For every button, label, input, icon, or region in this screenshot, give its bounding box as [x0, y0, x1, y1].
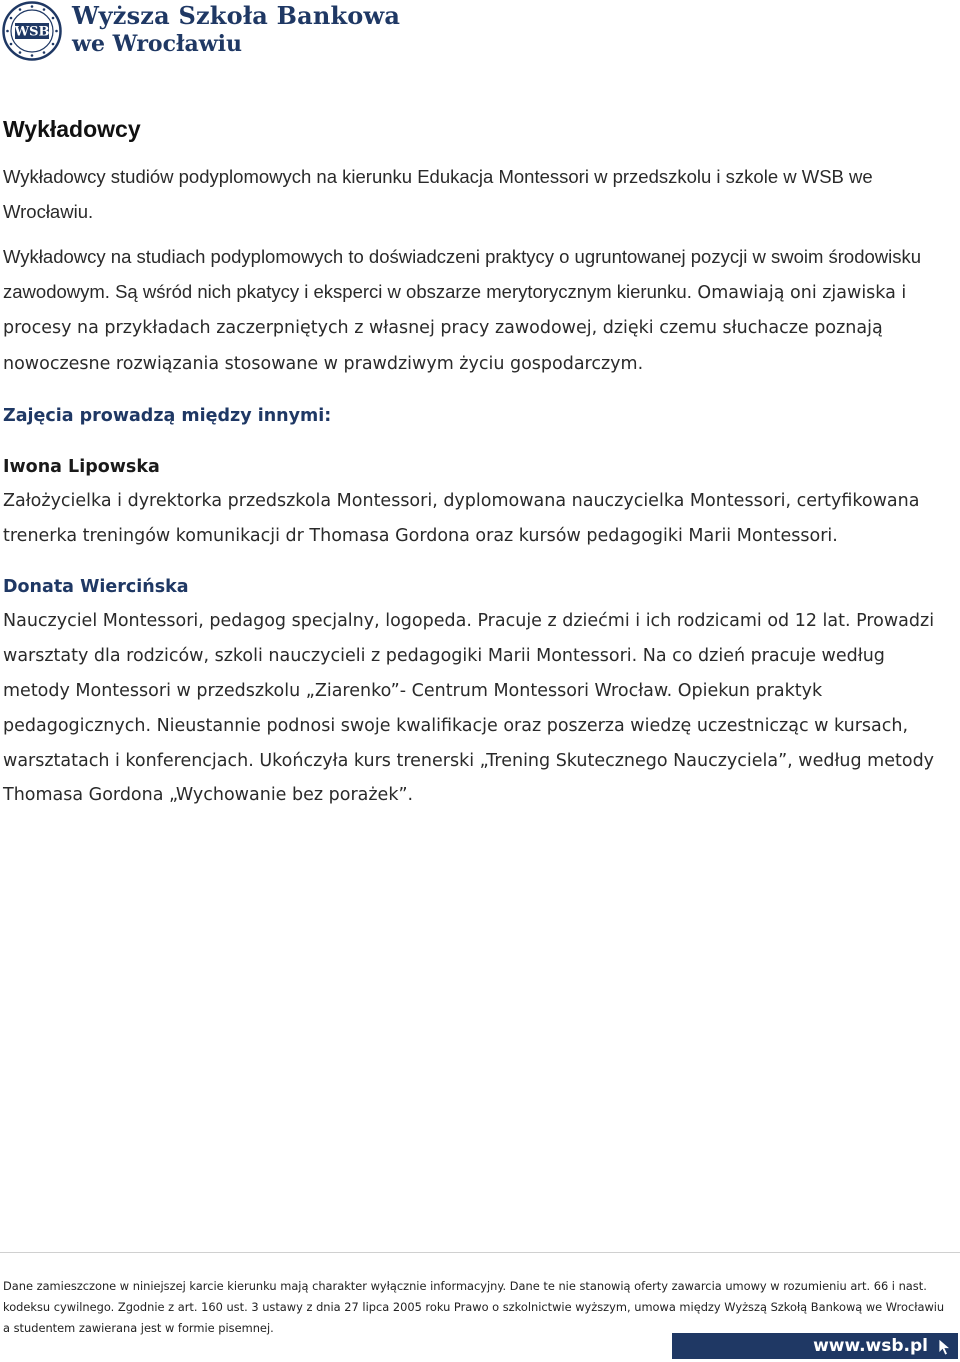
lecturer-name: Iwona Lipowska: [3, 456, 160, 477]
intro-paragraph: Wykładowcy studiów podyplomowych na kierunku Edukacja Montessori w przedszkolu i szkole w WSB we Wrocławiu.: [3, 166, 873, 222]
footer-divider: [0, 1252, 960, 1253]
lecturer-bio: Założycielka i dyrektorka przedszkola Montessori, dyplomowana nauczycielka Montessori, certyfikowana trenerka treningów komunikacji dr Thomasa Gordona oraz kursów pedagogiki Marii Montessori.: [3, 490, 920, 546]
website-link[interactable]: www.wsb.pl: [813, 1336, 928, 1356]
description-paragraph: [3, 240, 953, 382]
lecturer-bio: Nauczyciel Montessori, pedagog specjalny, logopeda. Pracuje z dziećmi i ich rodzicami od 12 lat. Prowadzi warsztaty dla rodziców, szkoli nauczycieli z pedagogiki Marii Montessori. Na co dzień pracuje według metody Montessori w przedszkolu „Ziarenko”- Centrum Montessori Wrocław. Opiekun praktyk pedagogicznych. Nieustannie podnosi swoje kwalifikacje oraz poszerza wiedzę uczestnicząc w kursach, warsztatach i konferencjach. Ukończyła kurs trenerski „Trening Skutecznego Nauczyciela”, według metody Thomasa Gordona „Wychowanie bez porażek”.: [3, 611, 935, 806]
footer-disclaimer: Dane zamieszczone w niniejszej karcie kierunku mają charakter wyłącznie informacyjny. Dane te nie stanowią oferty zawarcia umowy w rozumieniu art. 66 i nast. kodeksu cywilnego. Zgodnie z art. 160 ust. 3 ustawy z dnia 27 lipca 2005 roku Prawo o szkolnictwie wyższym, umowa między Wyższą Szkołą Bankową we Wrocławiu a studentem zawierana jest w formie pisemnej.: [3, 1279, 945, 1335]
svg-text:WSB: WSB: [14, 24, 50, 40]
main-content: [3, 112, 953, 813]
lecturer-name: Donata Wiercińska: [3, 577, 189, 598]
lecturers-heading: Zajęcia prowadzą między innymi:: [3, 405, 332, 426]
logo-line-2: we Wrocławiu: [72, 31, 242, 57]
description-part-1: Wykładowcy na studiach podyplomowych to doświadczeni praktycy o ugruntowanej pozycji w swoim środowisku zawodowym. Są wśród nich pkatycy i eksperci w obszarze merytorycznym kierunku.: [3, 246, 922, 302]
wsb-seal-logo: [2, 1, 62, 61]
cursor-icon: [938, 1338, 952, 1356]
description-part-2: Omawiają oni zjawiska i procesy na przykładach zaczerpniętych z własnej pracy zawodowej, dzięki czemu słuchacze poznają nowoczesne rozwiązania stosowane w prawdziwym życiu gospodarczym.: [3, 282, 907, 375]
footer-url-bar[interactable]: [672, 1333, 958, 1359]
page-header: [0, 0, 960, 66]
page-title: Wykładowcy: [3, 116, 141, 142]
logo-line-1: Wyższa Szkoła Bankowa: [72, 1, 401, 30]
wsb-logo-wordmark: [72, 2, 400, 58]
